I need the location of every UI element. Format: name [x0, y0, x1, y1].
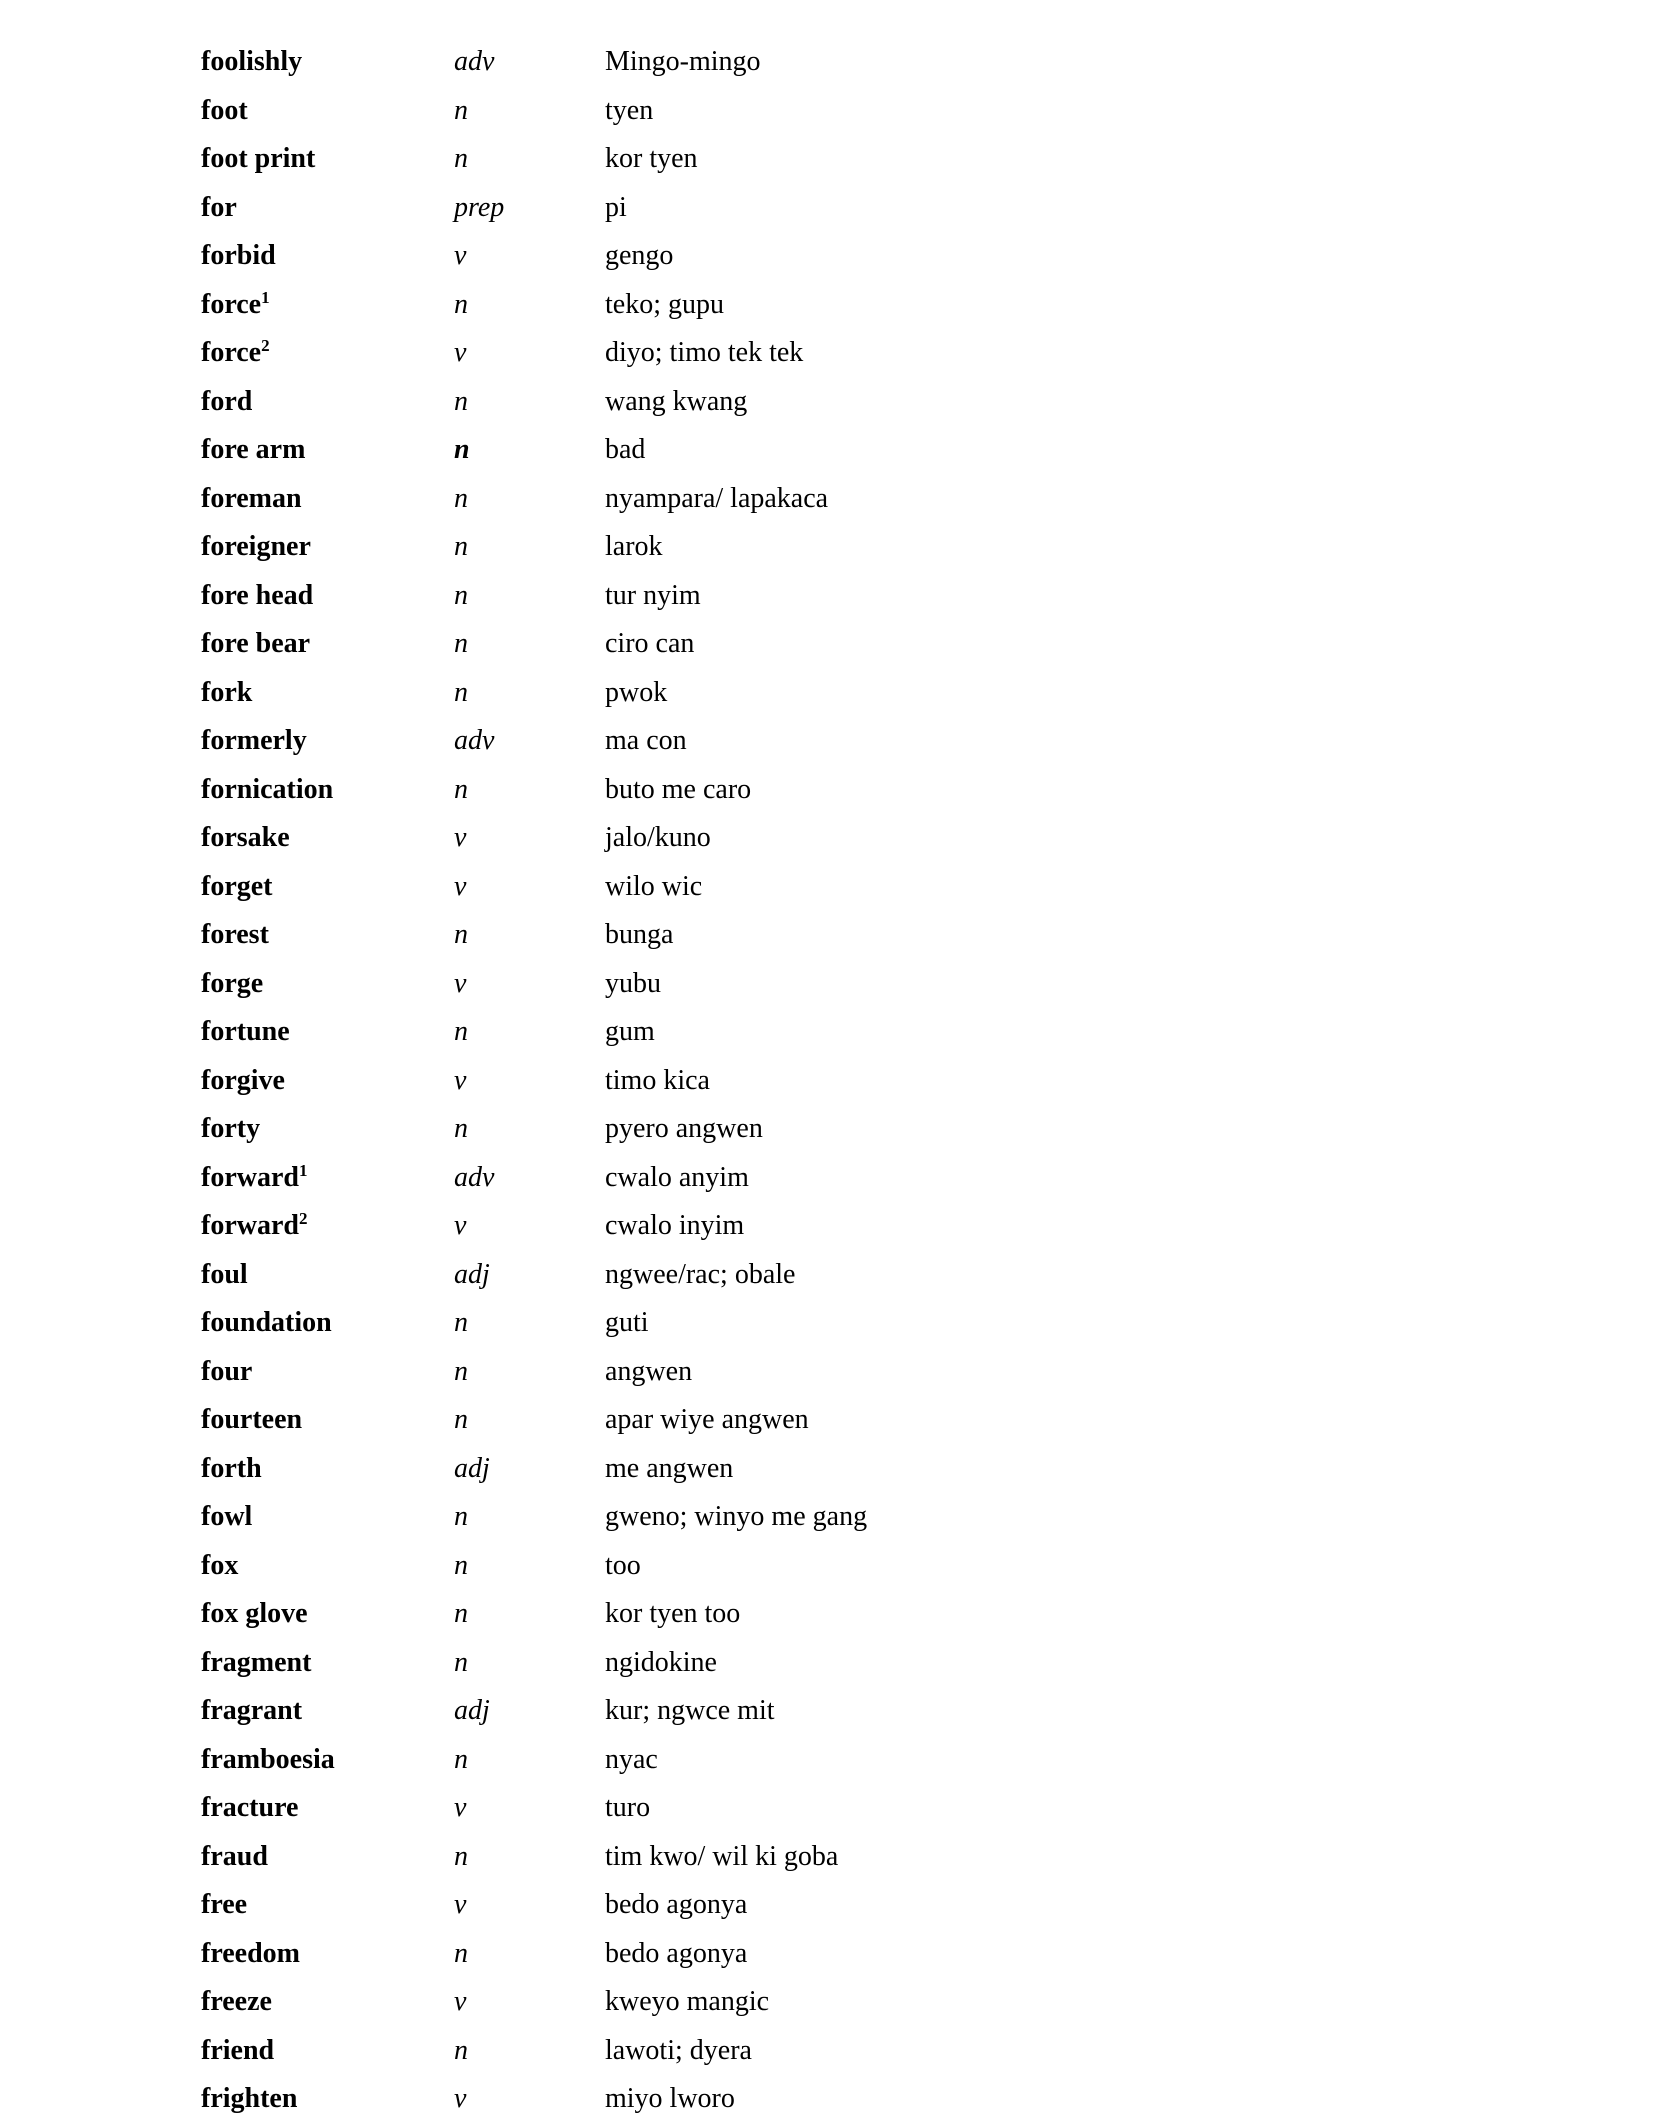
- headword-text: forty: [201, 1113, 261, 1145]
- dictionary-entry: [201, 1008, 1301, 1057]
- part-of-speech: n: [454, 288, 468, 320]
- headword: [201, 1549, 454, 1581]
- dictionary-entry: [201, 960, 1301, 1009]
- headword: [201, 1160, 454, 1193]
- translation: kweyo mangic: [605, 1986, 770, 2018]
- headword: [201, 1115, 454, 1143]
- part-of-speech: adj: [454, 1452, 490, 1484]
- headword-text: fragrant: [201, 1695, 303, 1727]
- translation: pwok: [605, 676, 668, 708]
- dictionary-entry: [201, 620, 1301, 669]
- headword-text: forward: [201, 1161, 299, 1193]
- dictionary-entry: [201, 1057, 1301, 1106]
- part-of-speech: n: [454, 1404, 468, 1436]
- headword-text: fourteen: [201, 1404, 303, 1436]
- headword: [201, 921, 454, 949]
- part-of-speech: prep: [454, 191, 505, 223]
- part-of-speech: n: [454, 1307, 468, 1339]
- headword: [201, 773, 454, 805]
- translation: lawoti; dyera: [605, 2034, 752, 2066]
- dictionary-entry: [201, 281, 1301, 330]
- part-of-speech: adv: [454, 1161, 495, 1193]
- headword: [201, 1406, 454, 1434]
- dictionary-entry: [201, 1445, 1301, 1494]
- part-of-speech: n: [454, 1016, 468, 1048]
- dictionary-entry: [201, 1202, 1301, 1251]
- translation: turo: [605, 1792, 651, 1824]
- translation: ngwee/rac; obale: [605, 1258, 796, 1290]
- headword: [201, 482, 454, 514]
- translation: kur; ngwce mit: [605, 1695, 775, 1727]
- headword: [201, 336, 454, 369]
- headword: [201, 533, 454, 561]
- headword: [201, 1743, 454, 1775]
- translation: teko; gupu: [605, 288, 724, 320]
- dictionary-entry: [201, 1978, 1301, 2027]
- headword-text: freeze: [201, 1986, 272, 2018]
- part-of-speech: n: [454, 628, 468, 660]
- dictionary-entry: [201, 1105, 1301, 1154]
- part-of-speech: v: [454, 967, 467, 999]
- dictionary-entry: [201, 1687, 1301, 1736]
- headword-text: foot print: [201, 143, 316, 175]
- headword-text: friend: [201, 2034, 275, 2066]
- headword-text: fortune: [201, 1016, 290, 1048]
- part-of-speech: n: [454, 385, 468, 417]
- headword: [201, 727, 454, 755]
- translation: me angwen: [605, 1452, 734, 1484]
- translation: ciro can: [605, 628, 695, 660]
- headword: [201, 1840, 454, 1872]
- translation: nyampara/ lapakaca: [605, 482, 829, 514]
- headword-text: forgive: [201, 1064, 285, 1096]
- part-of-speech: adj: [454, 1258, 490, 1290]
- headword: [201, 1209, 454, 1242]
- headword-text: freedom: [201, 1937, 300, 1969]
- part-of-speech: n: [454, 1646, 468, 1678]
- headword-text: forbid: [201, 240, 276, 272]
- part-of-speech: n: [454, 676, 468, 708]
- translation: tur nyim: [605, 579, 701, 611]
- dictionary-entry: [201, 38, 1301, 87]
- dictionary-entry: [201, 1493, 1301, 1542]
- headword-text: fornication: [201, 773, 334, 805]
- dictionary-entry: [201, 863, 1301, 912]
- part-of-speech: adv: [454, 725, 495, 757]
- part-of-speech: v: [454, 2083, 467, 2115]
- translation: larok: [605, 531, 663, 563]
- headword-text: fracture: [201, 1792, 299, 1824]
- headword-text: forth: [201, 1452, 262, 1484]
- dictionary-entry: [201, 1881, 1301, 1930]
- headword-text: four: [201, 1355, 253, 1387]
- dictionary-entry: [201, 911, 1301, 960]
- part-of-speech: n: [454, 919, 468, 951]
- translation: miyo lworo: [605, 2083, 735, 2115]
- part-of-speech: n: [454, 773, 468, 805]
- dictionary-entry: [201, 1590, 1301, 1639]
- part-of-speech: v: [454, 1064, 467, 1096]
- part-of-speech: n: [454, 1840, 468, 1872]
- dictionary-entry: [201, 814, 1301, 863]
- headword: [201, 1697, 454, 1725]
- dictionary-entry: [201, 135, 1301, 184]
- part-of-speech: v: [454, 822, 467, 854]
- dictionary-entry: [201, 2075, 1301, 2124]
- dictionary-entry: [201, 1833, 1301, 1882]
- headword-text: fraud: [201, 1840, 268, 1872]
- dictionary-entry: [201, 1639, 1301, 1688]
- part-of-speech: n: [454, 1549, 468, 1581]
- dictionary-entry: [201, 1299, 1301, 1348]
- headword: [201, 436, 454, 464]
- translation: kor tyen too: [605, 1598, 741, 1630]
- headword-text: fore bear: [201, 628, 311, 660]
- headword: [201, 2034, 454, 2066]
- translation: jalo/kuno: [605, 822, 711, 854]
- translation: ngidokine: [605, 1646, 717, 1678]
- translation: kor tyen: [605, 143, 698, 175]
- headword: [201, 579, 454, 611]
- part-of-speech: n: [454, 1937, 468, 1969]
- translation: angwen: [605, 1355, 693, 1387]
- dictionary-entry: [201, 1736, 1301, 1785]
- translation: gum: [605, 1016, 655, 1048]
- part-of-speech: n: [454, 94, 468, 126]
- headword: [201, 1355, 454, 1387]
- headword: [201, 1018, 454, 1046]
- homonym-number: 2: [298, 1209, 308, 1229]
- translation: cwalo anyim: [605, 1161, 749, 1193]
- headword-text: foreigner: [201, 531, 311, 563]
- translation: tim kwo/ wil ki goba: [605, 1840, 839, 1872]
- dictionary-entry: [201, 378, 1301, 427]
- dictionary-entry: [201, 1348, 1301, 1397]
- dictionary-entry-list: [201, 38, 1301, 2124]
- headword-text: force: [201, 288, 262, 320]
- homonym-number: 1: [261, 287, 270, 307]
- headword-text: forget: [201, 870, 273, 902]
- headword-text: forsake: [201, 822, 290, 854]
- part-of-speech: n: [454, 579, 468, 611]
- headword-text: formerly: [201, 725, 307, 757]
- headword: [201, 676, 454, 708]
- headword: [201, 1988, 454, 2016]
- part-of-speech: n: [454, 434, 470, 466]
- part-of-speech: v: [454, 1792, 467, 1824]
- part-of-speech: n: [454, 1113, 468, 1145]
- headword: [201, 48, 454, 76]
- dictionary-entry: [201, 1154, 1301, 1203]
- headword: [201, 242, 454, 270]
- translation: gengo: [605, 240, 674, 272]
- headword: [201, 1937, 454, 1969]
- dictionary-entry: [201, 1930, 1301, 1979]
- headword-text: for: [201, 191, 237, 223]
- part-of-speech: v: [454, 1889, 467, 1921]
- translation: nyac: [605, 1743, 658, 1775]
- headword-text: fore arm: [201, 434, 306, 466]
- headword-text: force: [201, 337, 262, 369]
- translation: diyo; timo tek tek: [605, 337, 804, 369]
- translation: too: [605, 1549, 641, 1581]
- part-of-speech: n: [454, 1743, 468, 1775]
- headword: [201, 1452, 454, 1484]
- translation: ma con: [605, 725, 687, 757]
- headword: [201, 1646, 454, 1678]
- headword-text: foreman: [201, 482, 302, 514]
- part-of-speech: n: [454, 1501, 468, 1533]
- headword-text: forward: [201, 1210, 299, 1242]
- headword-text: fox: [201, 1549, 239, 1581]
- dictionary-entry: [201, 669, 1301, 718]
- dictionary-entry: [201, 523, 1301, 572]
- headword-text: free: [201, 1889, 248, 1921]
- part-of-speech: v: [454, 1986, 467, 2018]
- translation: bedo agonya: [605, 1889, 748, 1921]
- part-of-speech: n: [454, 1355, 468, 1387]
- headword-text: foolishly: [201, 46, 303, 78]
- translation: bunga: [605, 919, 674, 951]
- translation: wang kwang: [605, 385, 748, 417]
- headword: [201, 967, 454, 999]
- headword-text: foundation: [201, 1307, 332, 1339]
- translation: guti: [605, 1307, 649, 1339]
- headword: [201, 1794, 454, 1822]
- dictionary-entry: [201, 1396, 1301, 1445]
- headword: [201, 191, 454, 223]
- part-of-speech: n: [454, 2034, 468, 2066]
- headword-text: fox glove: [201, 1598, 308, 1630]
- part-of-speech: v: [454, 870, 467, 902]
- translation: cwalo inyim: [605, 1210, 745, 1242]
- dictionary-entry: [201, 2027, 1301, 2076]
- dictionary-entry: [201, 766, 1301, 815]
- dictionary-entry: [201, 87, 1301, 136]
- headword: [201, 1309, 454, 1337]
- headword: [201, 1503, 454, 1531]
- headword: [201, 1064, 454, 1096]
- dictionary-entry: [201, 232, 1301, 281]
- translation: pyero angwen: [605, 1113, 763, 1145]
- headword: [201, 870, 454, 902]
- dictionary-entry: [201, 572, 1301, 621]
- headword: [201, 630, 454, 658]
- headword-text: fore head: [201, 579, 314, 611]
- headword-text: ford: [201, 385, 253, 417]
- headword: [201, 1258, 454, 1290]
- translation: bad: [605, 434, 646, 466]
- part-of-speech: v: [454, 240, 467, 272]
- dictionary-entry: [201, 1251, 1301, 1300]
- dictionary-entry: [201, 717, 1301, 766]
- headword: [201, 287, 454, 320]
- headword: [201, 145, 454, 173]
- headword: [201, 1891, 454, 1919]
- dictionary-entry: [201, 329, 1301, 378]
- part-of-speech: n: [454, 482, 468, 514]
- translation: Mingo-mingo: [605, 46, 761, 78]
- dictionary-entry: [201, 1784, 1301, 1833]
- part-of-speech: n: [454, 143, 468, 175]
- part-of-speech: adj: [454, 1695, 490, 1727]
- translation: apar wiye angwen: [605, 1404, 809, 1436]
- headword-text: fowl: [201, 1501, 253, 1533]
- headword-text: forest: [201, 919, 269, 951]
- homonym-number: 1: [298, 1160, 308, 1180]
- translation: pi: [605, 191, 627, 223]
- dictionary-entry: [201, 426, 1301, 475]
- headword-text: foul: [201, 1258, 248, 1290]
- headword: [201, 94, 454, 126]
- dictionary-entry: [201, 184, 1301, 233]
- headword: [201, 385, 454, 417]
- part-of-speech: v: [454, 1210, 467, 1242]
- homonym-number: 2: [261, 336, 270, 356]
- part-of-speech: n: [454, 1598, 468, 1630]
- translation: buto me caro: [605, 773, 752, 805]
- translation: tyen: [605, 94, 654, 126]
- translation: timo kica: [605, 1064, 710, 1096]
- headword-text: forge: [201, 967, 264, 999]
- headword-text: framboesia: [201, 1743, 335, 1775]
- headword: [201, 824, 454, 852]
- translation: bedo agonya: [605, 1937, 748, 1969]
- translation: yubu: [605, 967, 661, 999]
- headword-text: fork: [201, 676, 253, 708]
- dictionary-entry: [201, 1542, 1301, 1591]
- headword-text: fragment: [201, 1646, 312, 1678]
- translation: gweno; winyo me gang: [605, 1501, 868, 1533]
- headword-text: frighten: [201, 2083, 298, 2115]
- part-of-speech: n: [454, 531, 468, 563]
- headword: [201, 2085, 454, 2113]
- part-of-speech: adv: [454, 46, 495, 78]
- headword: [201, 1600, 454, 1628]
- part-of-speech: v: [454, 337, 467, 369]
- headword-text: foot: [201, 94, 248, 126]
- dictionary-entry: [201, 475, 1301, 524]
- translation: wilo wic: [605, 870, 703, 902]
